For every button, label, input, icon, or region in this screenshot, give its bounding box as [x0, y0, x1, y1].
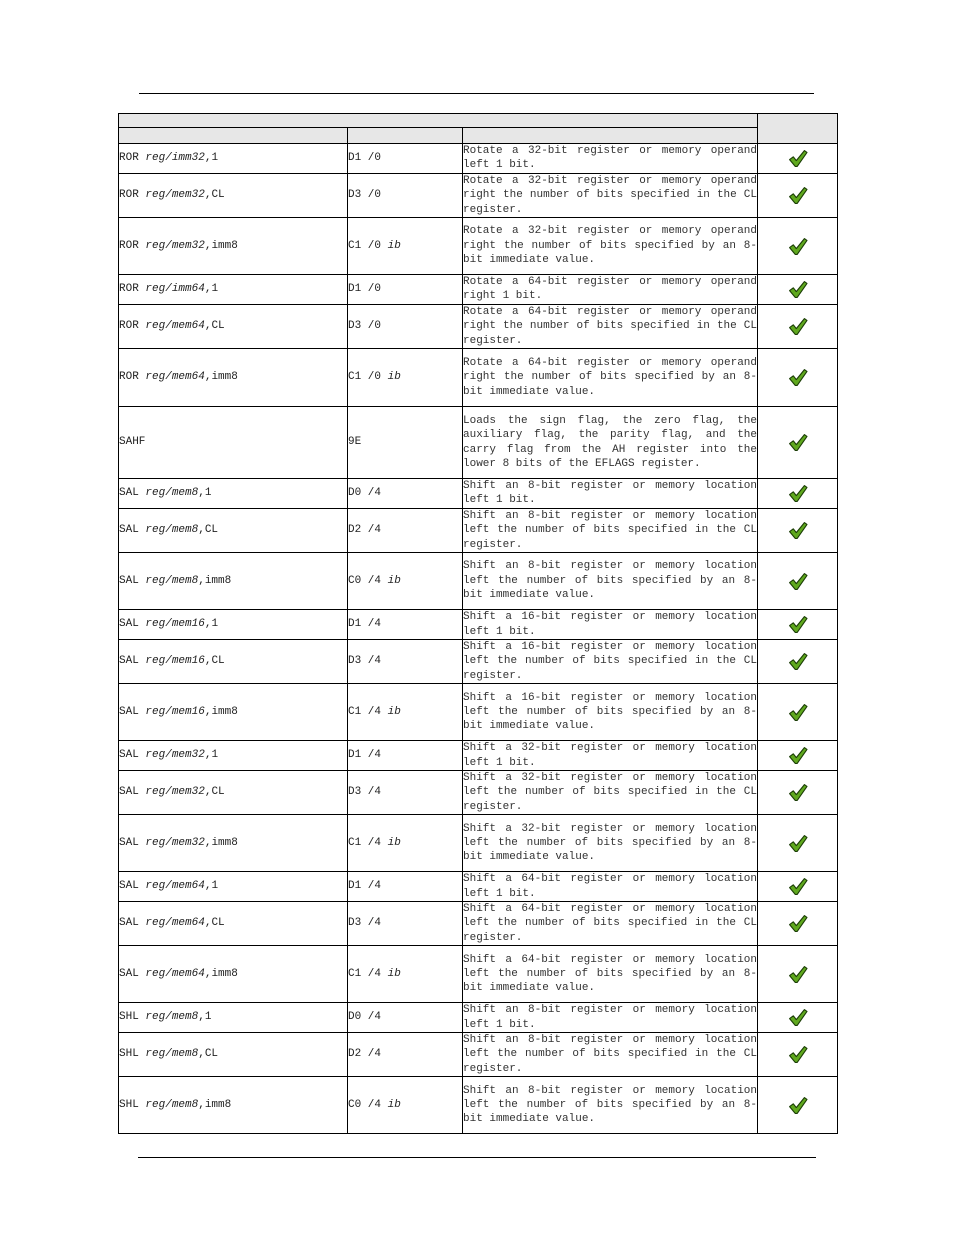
- mnemonic: ROR: [119, 189, 139, 202]
- instruction-cell: [119, 1077, 348, 1134]
- support-cell: [758, 407, 838, 479]
- mnemonic: SAL: [119, 917, 139, 930]
- operand-b: ,1: [204, 283, 219, 296]
- check-icon: [788, 484, 808, 503]
- table-row: [119, 872, 838, 902]
- opcode-cell: [348, 218, 463, 275]
- instruction-cell: [119, 553, 348, 610]
- opcode-ext: ib: [387, 705, 401, 718]
- operand-a: reg/imm64: [145, 283, 205, 296]
- mnemonic: SAL: [119, 749, 139, 762]
- check-icon: [788, 746, 808, 765]
- description-cell: Rotate a 32-bit register or memory operand right the number of bits specified by an 8-bit immediate value.: [463, 218, 758, 275]
- opcode: D1 /4: [348, 618, 382, 631]
- instruction-cell: [119, 610, 348, 640]
- opcode: C1 /4: [348, 836, 382, 849]
- description-cell: Shift a 64-bit register or memory location left the number of bits specified by an 8-bit immediate value.: [463, 946, 758, 1003]
- table-row: [119, 349, 838, 407]
- operand-b: ,imm8: [204, 239, 238, 252]
- operand-a: reg/mem16: [145, 618, 205, 631]
- table-header-sub: [119, 128, 838, 144]
- description-cell: Rotate a 64-bit register or memory operand right the number of bits specified by an 8-bit immediate value.: [463, 349, 758, 407]
- table-row: [119, 741, 838, 771]
- mnemonic: SHL: [119, 1099, 139, 1112]
- table-row: [119, 173, 838, 217]
- opcode-cell: [348, 741, 463, 771]
- opcode: 9E: [348, 436, 362, 449]
- check-icon: [788, 652, 808, 671]
- table-row: [119, 218, 838, 275]
- support-column-header: [758, 114, 838, 144]
- instruction-cell: [119, 144, 348, 174]
- operand-a: reg/mem64: [145, 880, 205, 893]
- check-icon: [788, 280, 808, 299]
- operand-a: reg/mem8: [145, 1011, 199, 1024]
- table-row: [119, 901, 838, 945]
- description-cell: Shift an 8-bit register or memory location left the number of bits specified in the CL register.: [463, 1034, 758, 1075]
- opcode: C1 /4: [348, 705, 382, 718]
- operand-a: reg/mem8: [145, 487, 199, 500]
- description-cell: Rotate a 64-bit register or memory operand right the number of bits specified in the CL register.: [463, 305, 758, 347]
- opcode: C1 /0: [348, 371, 382, 384]
- support-cell: [758, 1077, 838, 1134]
- opcode-ext: ib: [387, 371, 401, 384]
- support-cell: [758, 1033, 838, 1077]
- support-cell: [758, 946, 838, 1003]
- description-cell: Loads the sign flag, the zero flag, the auxiliary flag, the parity flag, and the carry flag from the AH register into the lower 8 bits of the EFLAGS register.: [463, 407, 758, 479]
- support-cell: [758, 349, 838, 407]
- instruction-cell: [119, 479, 348, 509]
- opcode: D1 /4: [348, 749, 382, 762]
- description-column-header: [463, 128, 758, 144]
- opcode: C1 /4: [348, 967, 382, 980]
- opcode-cell: [348, 770, 463, 814]
- operand-a: reg/mem32: [145, 836, 205, 849]
- operand-a: reg/mem64: [145, 320, 205, 333]
- description-cell: Shift a 32-bit register or memory location left 1 bit.: [463, 742, 758, 769]
- mnemonic: SAL: [119, 705, 139, 718]
- operand-a: reg/mem64: [145, 371, 205, 384]
- check-icon: [788, 1045, 808, 1064]
- instruction-cell: [119, 872, 348, 902]
- opcode-cell: [348, 275, 463, 305]
- opcode-cell: [348, 508, 463, 552]
- opcode-cell: [348, 901, 463, 945]
- table-row: [119, 1077, 838, 1134]
- mnemonic: ROR: [119, 283, 139, 296]
- instruction-cell: [119, 901, 348, 945]
- opcode: D0 /4: [348, 487, 382, 500]
- description-cell: Shift an 8-bit register or memory location left 1 bit.: [463, 1004, 758, 1031]
- check-icon: [788, 615, 808, 634]
- operand-b: ,CL: [204, 655, 225, 668]
- table-row: [119, 479, 838, 509]
- check-icon: [788, 572, 808, 591]
- opcode: D3 /0: [348, 320, 382, 333]
- table-header-top: [119, 114, 838, 128]
- table-row: [119, 815, 838, 872]
- table-row: [119, 610, 838, 640]
- instruction-cell: [119, 684, 348, 741]
- mnemonic: ROR: [119, 371, 139, 384]
- opcode: D3 /0: [348, 189, 382, 202]
- instruction-cell: [119, 349, 348, 407]
- opcode-cell: [348, 407, 463, 479]
- operand-a: reg/mem64: [145, 967, 205, 980]
- mnemonic: SAL: [119, 574, 139, 587]
- opcode-column-header: [348, 128, 463, 144]
- opcode-ext: ib: [387, 1099, 401, 1112]
- opcode-cell: [348, 173, 463, 217]
- opcode-cell: [348, 684, 463, 741]
- description-cell: Rotate a 64-bit register or memory operand right 1 bit.: [463, 276, 758, 303]
- check-icon: [788, 965, 808, 984]
- operand-a: reg/mem8: [145, 1048, 199, 1061]
- table-row: [119, 508, 838, 552]
- instruction-column-header: [119, 128, 348, 144]
- instruction-cell: [119, 741, 348, 771]
- opcode: D1 /0: [348, 283, 382, 296]
- opcode-cell: [348, 872, 463, 902]
- check-icon: [788, 1096, 808, 1115]
- check-icon: [788, 237, 808, 256]
- support-cell: [758, 901, 838, 945]
- mnemonic: SAL: [119, 487, 139, 500]
- footer-rule: [138, 1157, 816, 1158]
- table-row: [119, 407, 838, 479]
- support-cell: [758, 741, 838, 771]
- description-cell: Shift an 8-bit register or memory location left the number of bits specified by an 8-bit immediate value.: [463, 1077, 758, 1134]
- operand-a: reg/mem32: [145, 189, 205, 202]
- mnemonic: SAHF: [119, 436, 146, 449]
- support-cell: [758, 173, 838, 217]
- instruction-rows: [119, 144, 838, 1134]
- operand-b: ,imm8: [204, 371, 238, 384]
- instruction-cell: [119, 946, 348, 1003]
- support-cell: [758, 553, 838, 610]
- operand-a: reg/mem8: [145, 1099, 199, 1112]
- mnemonic: ROR: [119, 320, 139, 333]
- operand-b: ,CL: [204, 786, 225, 799]
- operand-b: ,imm8: [204, 705, 238, 718]
- support-cell: [758, 304, 838, 348]
- table-group-header: [119, 114, 758, 128]
- description-cell: Shift an 8-bit register or memory location left the number of bits specified in the CL register.: [463, 509, 758, 551]
- opcode-cell: [348, 815, 463, 872]
- table-row: [119, 946, 838, 1003]
- instruction-cell: [119, 407, 348, 479]
- support-cell: [758, 639, 838, 683]
- support-cell: [758, 508, 838, 552]
- mnemonic: ROR: [119, 239, 139, 252]
- operand-a: reg/mem8: [145, 574, 199, 587]
- opcode: D1 /4: [348, 880, 382, 893]
- support-cell: [758, 479, 838, 509]
- check-icon: [788, 149, 808, 168]
- operand-b: ,imm8: [204, 967, 238, 980]
- opcode-cell: [348, 479, 463, 509]
- support-cell: [758, 770, 838, 814]
- operand-b: ,1: [204, 618, 219, 631]
- operand-a: reg/imm32: [145, 152, 205, 165]
- opcode-cell: [348, 304, 463, 348]
- opcode-cell: [348, 553, 463, 610]
- check-icon: [788, 368, 808, 387]
- opcode-ext: ib: [387, 239, 401, 252]
- description-cell: Shift a 16-bit register or memory location left the number of bits specified in the CL register.: [463, 640, 758, 682]
- operand-b: ,imm8: [198, 574, 232, 587]
- operand-a: reg/mem64: [145, 917, 205, 930]
- description-cell: Shift a 16-bit register or memory location left the number of bits specified by an 8-bit immediate value.: [463, 684, 758, 741]
- operand-b: ,imm8: [204, 836, 238, 849]
- operand-b: ,CL: [204, 320, 225, 333]
- opcode-cell: [348, 639, 463, 683]
- operand-a: reg/mem32: [145, 239, 205, 252]
- description-cell: Shift an 8-bit register or memory location left the number of bits specified by an 8-bit immediate value.: [463, 553, 758, 610]
- table-row: [119, 144, 838, 174]
- mnemonic: SHL: [119, 1048, 139, 1061]
- operand-a: reg/mem16: [145, 705, 205, 718]
- opcode: D0 /4: [348, 1011, 382, 1024]
- mnemonic: SAL: [119, 524, 139, 537]
- instruction-table: [118, 113, 838, 1134]
- instruction-cell: [119, 815, 348, 872]
- mnemonic: ROR: [119, 152, 139, 165]
- opcode-cell: [348, 946, 463, 1003]
- check-icon: [788, 317, 808, 336]
- check-icon: [788, 834, 808, 853]
- check-icon: [788, 521, 808, 540]
- opcode: D3 /4: [348, 786, 382, 799]
- support-cell: [758, 684, 838, 741]
- operand-a: reg/mem8: [145, 524, 199, 537]
- operand-b: ,CL: [198, 524, 219, 537]
- table-row: [119, 770, 838, 814]
- operand-b: ,1: [198, 487, 212, 500]
- table-row: [119, 1033, 838, 1077]
- opcode-cell: [348, 1077, 463, 1134]
- operand-b: ,CL: [204, 917, 225, 930]
- operand-b: ,imm8: [198, 1099, 232, 1112]
- table-row: [119, 553, 838, 610]
- description-cell: Rotate a 32-bit register or memory operand left 1 bit.: [463, 145, 758, 172]
- instruction-cell: [119, 173, 348, 217]
- support-cell: [758, 275, 838, 305]
- opcode-cell: [348, 349, 463, 407]
- check-icon: [788, 186, 808, 205]
- operand-a: reg/mem16: [145, 655, 205, 668]
- instruction-cell: [119, 1033, 348, 1077]
- header-rule: [139, 93, 814, 94]
- description-cell: Rotate a 32-bit register or memory operand right the number of bits specified in the CL register.: [463, 174, 758, 216]
- opcode-ext: ib: [387, 574, 401, 587]
- operand-b: ,1: [198, 1011, 212, 1024]
- opcode: C1 /0: [348, 239, 382, 252]
- instruction-cell: [119, 275, 348, 305]
- opcode: C0 /4: [348, 1099, 382, 1112]
- table-row: [119, 639, 838, 683]
- mnemonic: SAL: [119, 967, 139, 980]
- operand-a: reg/mem32: [145, 786, 205, 799]
- description-cell: Shift a 32-bit register or memory location left the number of bits specified by an 8-bit immediate value.: [463, 815, 758, 872]
- description-cell: Shift an 8-bit register or memory location left 1 bit.: [463, 480, 758, 507]
- description-cell: Shift a 64-bit register or memory location left 1 bit.: [463, 873, 758, 900]
- mnemonic: SAL: [119, 655, 139, 668]
- instruction-cell: [119, 508, 348, 552]
- operand-b: ,1: [204, 152, 219, 165]
- opcode: C0 /4: [348, 574, 382, 587]
- operand-b: ,1: [204, 880, 219, 893]
- table-row: [119, 275, 838, 305]
- description-cell: Shift a 64-bit register or memory location left the number of bits specified in the CL register.: [463, 902, 758, 944]
- mnemonic: SAL: [119, 880, 139, 893]
- table-row: [119, 1003, 838, 1033]
- instruction-cell: [119, 304, 348, 348]
- support-cell: [758, 144, 838, 174]
- opcode-cell: [348, 144, 463, 174]
- operand-b: ,CL: [204, 189, 225, 202]
- opcode: D3 /4: [348, 917, 382, 930]
- check-icon: [788, 1008, 808, 1027]
- check-icon: [788, 433, 808, 452]
- support-cell: [758, 610, 838, 640]
- operand-b: ,1: [204, 749, 219, 762]
- description-cell: Shift a 16-bit register or memory location left 1 bit.: [463, 611, 758, 638]
- table-row: [119, 304, 838, 348]
- opcode-cell: [348, 1033, 463, 1077]
- instruction-cell: [119, 770, 348, 814]
- mnemonic: SHL: [119, 1011, 139, 1024]
- mnemonic: SAL: [119, 618, 139, 631]
- instruction-cell: [119, 218, 348, 275]
- support-cell: [758, 872, 838, 902]
- table-row: [119, 684, 838, 741]
- check-icon: [788, 703, 808, 722]
- opcode-ext: ib: [387, 836, 401, 849]
- check-icon: [788, 914, 808, 933]
- support-cell: [758, 1003, 838, 1033]
- instruction-cell: [119, 1003, 348, 1033]
- support-cell: [758, 815, 838, 872]
- instruction-cell: [119, 639, 348, 683]
- mnemonic: SAL: [119, 836, 139, 849]
- operand-b: ,CL: [198, 1048, 219, 1061]
- operand-a: reg/mem32: [145, 749, 205, 762]
- opcode-cell: [348, 1003, 463, 1033]
- opcode-cell: [348, 610, 463, 640]
- description-cell: Shift a 32-bit register or memory location left the number of bits specified in the CL register.: [463, 771, 758, 813]
- opcode: D1 /0: [348, 152, 382, 165]
- check-icon: [788, 783, 808, 802]
- check-icon: [788, 877, 808, 896]
- mnemonic: SAL: [119, 786, 139, 799]
- opcode: D2 /4: [348, 1048, 382, 1061]
- support-cell: [758, 218, 838, 275]
- opcode: D2 /4: [348, 524, 382, 537]
- opcode: D3 /4: [348, 655, 382, 668]
- opcode-ext: ib: [387, 967, 401, 980]
